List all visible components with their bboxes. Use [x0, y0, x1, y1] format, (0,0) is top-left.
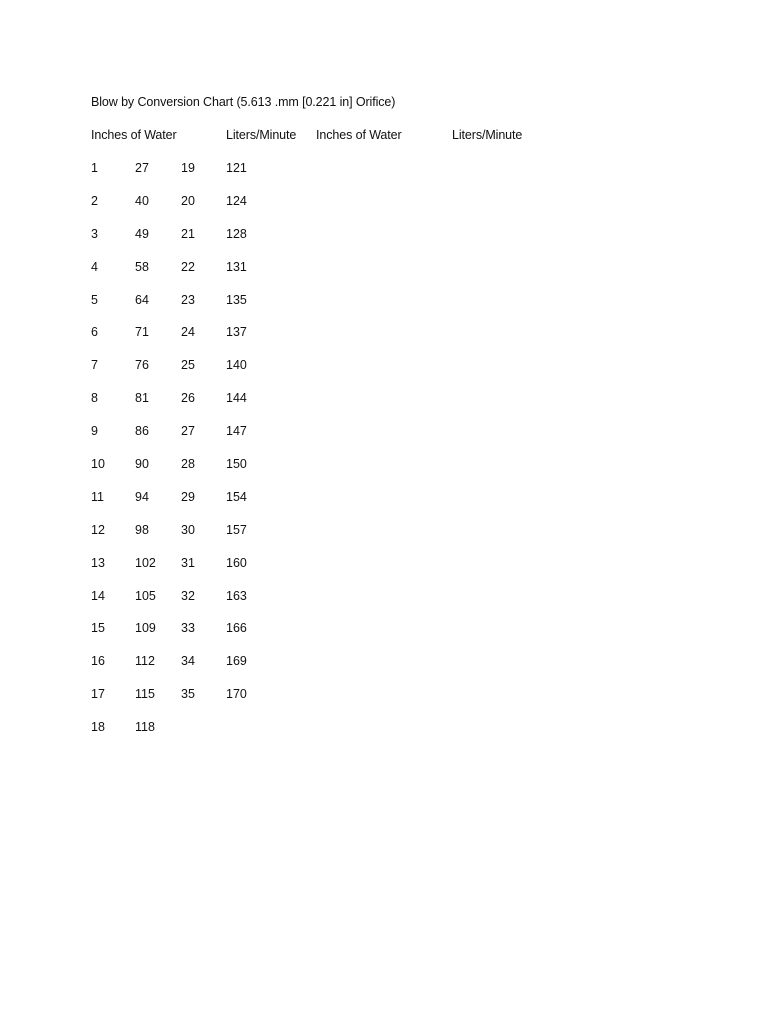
table-row	[0, 522, 768, 555]
header-liters-per-minute-2: Liters/Minute	[452, 128, 523, 142]
table-cell: 124	[226, 193, 247, 208]
table-cell: 166	[226, 621, 247, 636]
table-cell: 121	[226, 161, 247, 175]
table-cell: 140	[226, 358, 247, 373]
header-inches-of-water-1: Inches of Water	[91, 128, 177, 142]
page-title: Blow by Conversion Chart (5.613 .mm [0.221 in] Orifice)	[91, 95, 396, 109]
table-cell: 169	[226, 654, 247, 669]
table-cell: 160	[226, 555, 247, 570]
table-row	[0, 357, 768, 390]
table-cell: 3	[91, 226, 98, 241]
table-row	[0, 193, 768, 226]
table-cell: 135	[226, 292, 247, 307]
table-cell: 7	[91, 358, 98, 373]
table-row	[0, 292, 768, 325]
table-cell: 29	[181, 489, 195, 504]
table-row	[0, 259, 768, 292]
table-cell: 18	[91, 720, 105, 735]
table-row	[0, 620, 768, 653]
table-cell: 102	[135, 555, 156, 570]
table-cell: 27	[135, 161, 149, 175]
table-row	[0, 423, 768, 456]
table-cell: 12	[91, 522, 105, 537]
table-cell: 131	[226, 259, 247, 274]
table-cell: 118	[135, 720, 155, 735]
table-cell: 35	[181, 687, 195, 702]
table-cell: 147	[226, 424, 247, 439]
table-cell: 170	[226, 687, 247, 702]
table-cell: 49	[135, 226, 149, 241]
table-cell: 71	[135, 325, 149, 340]
table-cell: 2	[91, 193, 98, 208]
table-cell: 31	[181, 555, 195, 570]
table-cell: 109	[135, 621, 156, 636]
table-row	[0, 160, 768, 193]
table-row	[0, 390, 768, 423]
table-cell: 137	[226, 325, 247, 340]
table-cell: 15	[91, 621, 105, 636]
table-cell: 94	[135, 489, 149, 504]
table-cell: 19	[181, 161, 195, 175]
table-cell: 23	[181, 292, 195, 307]
table-cell: 40	[135, 193, 149, 208]
table-cell: 25	[181, 358, 195, 373]
table-cell: 157	[226, 522, 247, 537]
table-cell: 4	[91, 259, 98, 274]
table-cell: 150	[226, 457, 247, 472]
table-cell: 16	[91, 654, 105, 669]
table-cell: 144	[226, 391, 247, 406]
table-cell: 14	[91, 588, 105, 603]
table-cell: 76	[135, 358, 149, 373]
table-cell: 32	[181, 588, 195, 603]
table-row	[0, 686, 768, 719]
table-row	[0, 653, 768, 686]
table-cell: 27	[181, 424, 195, 439]
table-cell: 112	[135, 654, 155, 669]
table-cell: 30	[181, 522, 195, 537]
table-row	[0, 555, 768, 588]
table-cell: 58	[135, 259, 149, 274]
table-cell: 26	[181, 391, 195, 406]
table-cell: 115	[135, 687, 155, 702]
table-cell: 10	[91, 457, 105, 472]
table-row	[0, 456, 768, 489]
table-cell: 154	[226, 489, 247, 504]
table-row	[0, 324, 768, 357]
table-cell: 33	[181, 621, 195, 636]
table-cell: 20	[181, 193, 195, 208]
table-cell: 105	[135, 588, 156, 603]
table-cell: 86	[135, 424, 149, 439]
table-row	[0, 588, 768, 621]
table-cell: 28	[181, 457, 195, 472]
table-row	[0, 719, 768, 752]
table-cell: 5	[91, 292, 98, 307]
table-cell: 1	[91, 161, 98, 175]
conversion-table-body	[0, 160, 768, 752]
table-cell: 22	[181, 259, 195, 274]
table-cell: 21	[181, 226, 195, 241]
table-cell: 13	[91, 555, 105, 570]
table-cell: 6	[91, 325, 98, 340]
table-cell: 98	[135, 522, 149, 537]
table-cell: 11	[91, 489, 104, 504]
table-cell: 128	[226, 226, 247, 241]
table-row	[0, 489, 768, 522]
table-cell: 64	[135, 292, 149, 307]
table-cell: 24	[181, 325, 195, 340]
table-cell: 90	[135, 457, 149, 472]
table-cell: 9	[91, 424, 98, 439]
table-cell: 163	[226, 588, 247, 603]
table-cell: 17	[91, 687, 105, 702]
table-row	[0, 226, 768, 259]
table-cell: 8	[91, 391, 98, 406]
header-inches-of-water-2: Inches of Water	[316, 128, 402, 142]
table-cell: 34	[181, 654, 195, 669]
table-cell: 81	[135, 391, 149, 406]
header-liters-per-minute-1: Liters/Minute	[226, 128, 297, 142]
